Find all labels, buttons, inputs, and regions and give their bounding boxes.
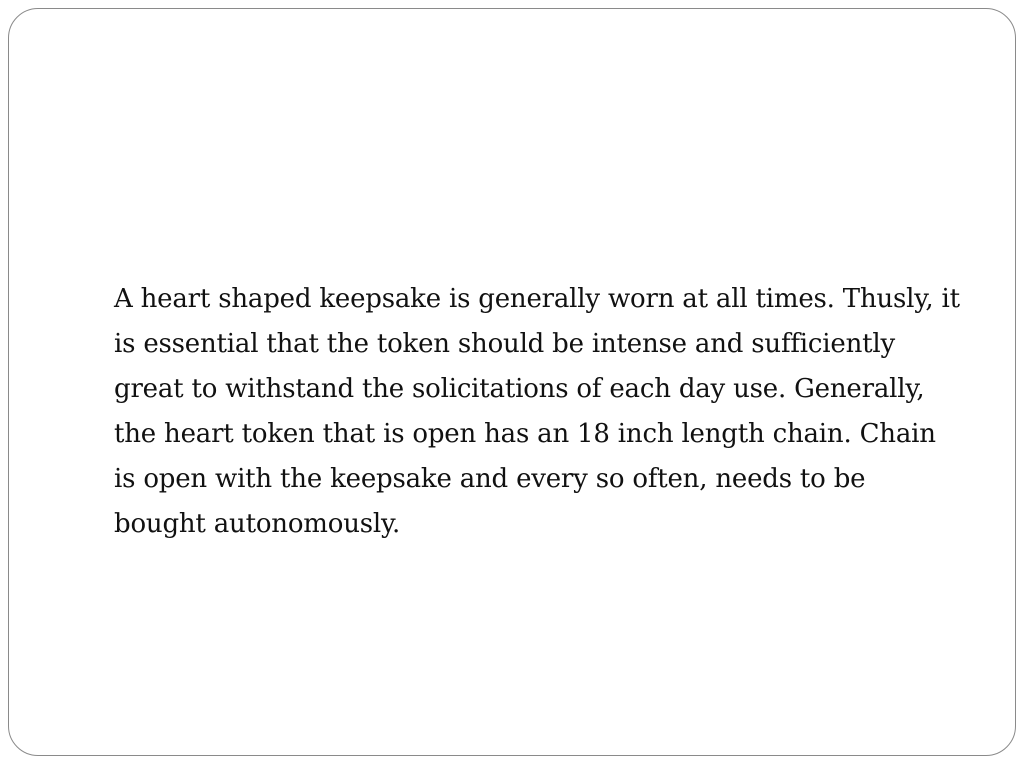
text-line-2: is essential that the token should be intense and sufficiently [114, 329, 895, 359]
text-line-3: great to withstand the solicitations of each day use. Generally, [114, 374, 925, 404]
slide-frame [8, 8, 1016, 756]
text-line-6: bought autonomously. [114, 509, 401, 539]
text-line-4: the heart token that is open has an 18 inch length chain. Chain [114, 419, 936, 449]
slide-body-text [114, 277, 974, 547]
text-line-5: is open with the keepsake and every so often, needs to be [114, 464, 866, 494]
text-line-1: A heart shaped keepsake is generally worn at all times. Thusly, it [114, 284, 960, 314]
